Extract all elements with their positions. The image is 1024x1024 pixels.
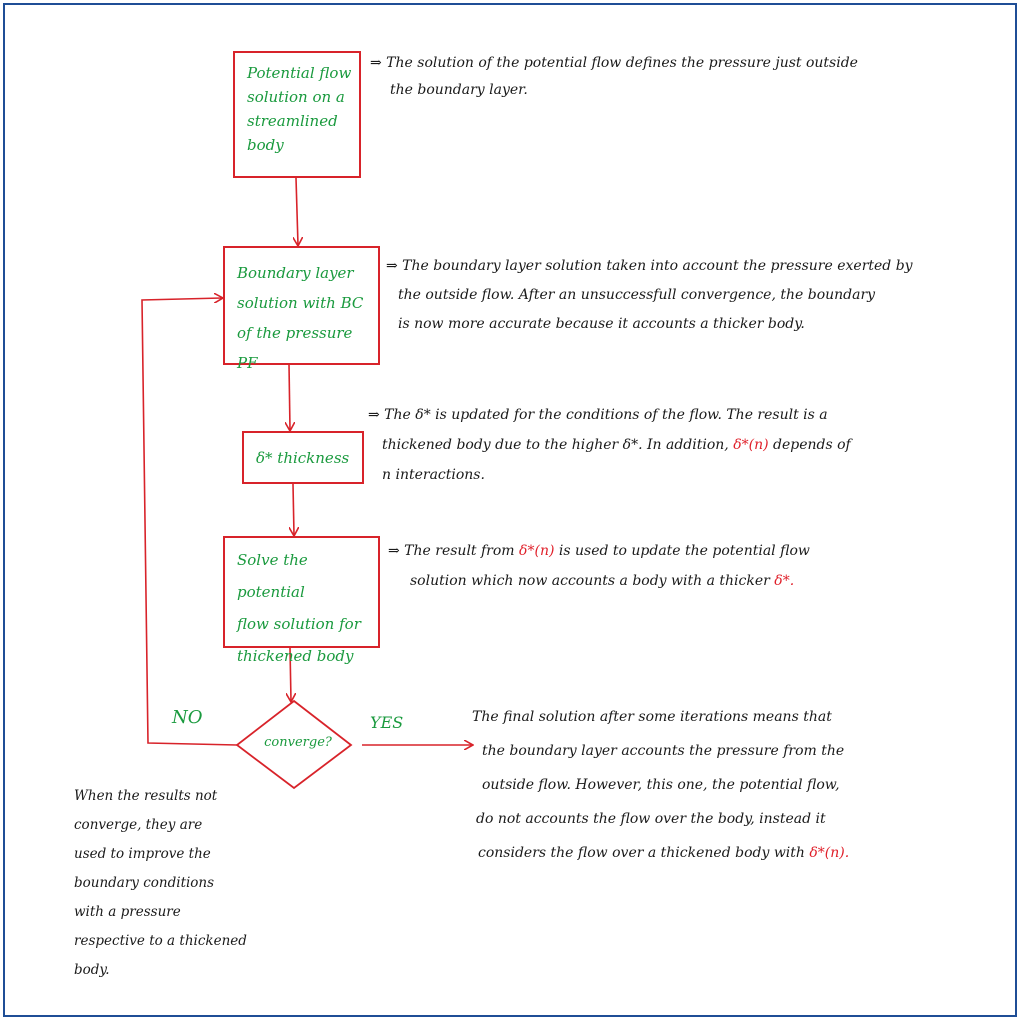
note-line: The final solution after some iterations means that	[472, 709, 832, 725]
box-line: body	[247, 136, 284, 154]
note-line: do not accounts the flow over the body, instead it	[476, 811, 826, 827]
note-line: When the results not	[74, 788, 218, 804]
note-text: considers the flow over a thickened body with	[478, 845, 805, 861]
box-line: solution on a	[247, 88, 345, 106]
box-line: streamlined	[247, 112, 338, 130]
label-no: NO	[172, 707, 203, 728]
note-solve-update	[388, 536, 810, 596]
note-delta-update	[368, 400, 851, 490]
note-line: the boundary layer accounts the pressure from the	[482, 743, 845, 759]
note-line: ⇒ The δ* is updated for the conditions of the flow. The result is a	[368, 407, 828, 423]
note-line: respective to a thickened	[74, 933, 247, 949]
note-line: ⇒ The boundary layer solution taken into account the pressure exerted by	[386, 258, 913, 274]
box-potential-flow	[233, 51, 361, 178]
note-text: ⇒ The result from	[388, 543, 515, 559]
note-line: body.	[74, 962, 110, 978]
note-line: is now more accurate because it accounts a thicker body.	[398, 316, 805, 332]
label-yes: YES	[370, 713, 404, 732]
loop-back-arrow	[142, 298, 237, 745]
note-line: n interactions.	[382, 467, 485, 483]
delta-n-highlight: δ*(n)	[733, 437, 769, 453]
note-text: thickened body due to the higher δ*. In addition,	[382, 437, 729, 453]
box-line: Potential flow	[247, 64, 352, 82]
note-final-solution	[472, 700, 849, 870]
note-line: with a pressure	[74, 904, 181, 920]
arrow-1-to-2	[296, 178, 298, 245]
note-line	[388, 536, 810, 566]
note-line	[368, 430, 851, 460]
box-boundary-layer	[223, 246, 380, 372]
note-line	[388, 566, 810, 596]
arrow-3-to-4	[293, 484, 294, 535]
box-line: Boundary layer	[237, 264, 354, 282]
note-not-converge	[74, 782, 247, 985]
box-line: Solve the potential	[237, 551, 308, 601]
note-text: is used to update the potential flow	[558, 543, 810, 559]
note-text: depends of	[773, 437, 851, 453]
note-line: boundary conditions	[74, 875, 215, 891]
note-line	[472, 836, 849, 870]
box-delta-thickness	[242, 431, 364, 484]
box-line: of the pressure PF	[237, 324, 353, 372]
note-boundary-layer	[386, 252, 913, 339]
note-line: the boundary layer.	[390, 82, 528, 98]
decision-label: converge?	[264, 735, 332, 750]
box-line: thickened body	[237, 647, 354, 665]
note-line: converge, they are	[74, 817, 203, 833]
note-text: solution which now accounts a body with a thicker	[410, 573, 770, 589]
delta-n-highlight: δ*(n).	[809, 845, 850, 861]
box-solve-potential	[223, 536, 380, 665]
box-line: flow solution for	[237, 615, 361, 633]
note-potential-flow	[370, 50, 858, 104]
delta-n-highlight: δ*(n)	[519, 543, 555, 559]
box-line: δ* thickness	[256, 449, 350, 467]
note-line: ⇒ The solution of the potential flow defines the pressure just outside	[370, 55, 858, 71]
box-line: solution with BC	[237, 294, 364, 312]
note-line: the outside flow. After an unsuccessfull convergence, the boundary	[398, 287, 876, 303]
note-line: used to improve the	[74, 846, 211, 862]
delta-highlight: δ*.	[774, 573, 795, 589]
note-line: outside flow. However, this one, the potential flow,	[482, 777, 840, 793]
